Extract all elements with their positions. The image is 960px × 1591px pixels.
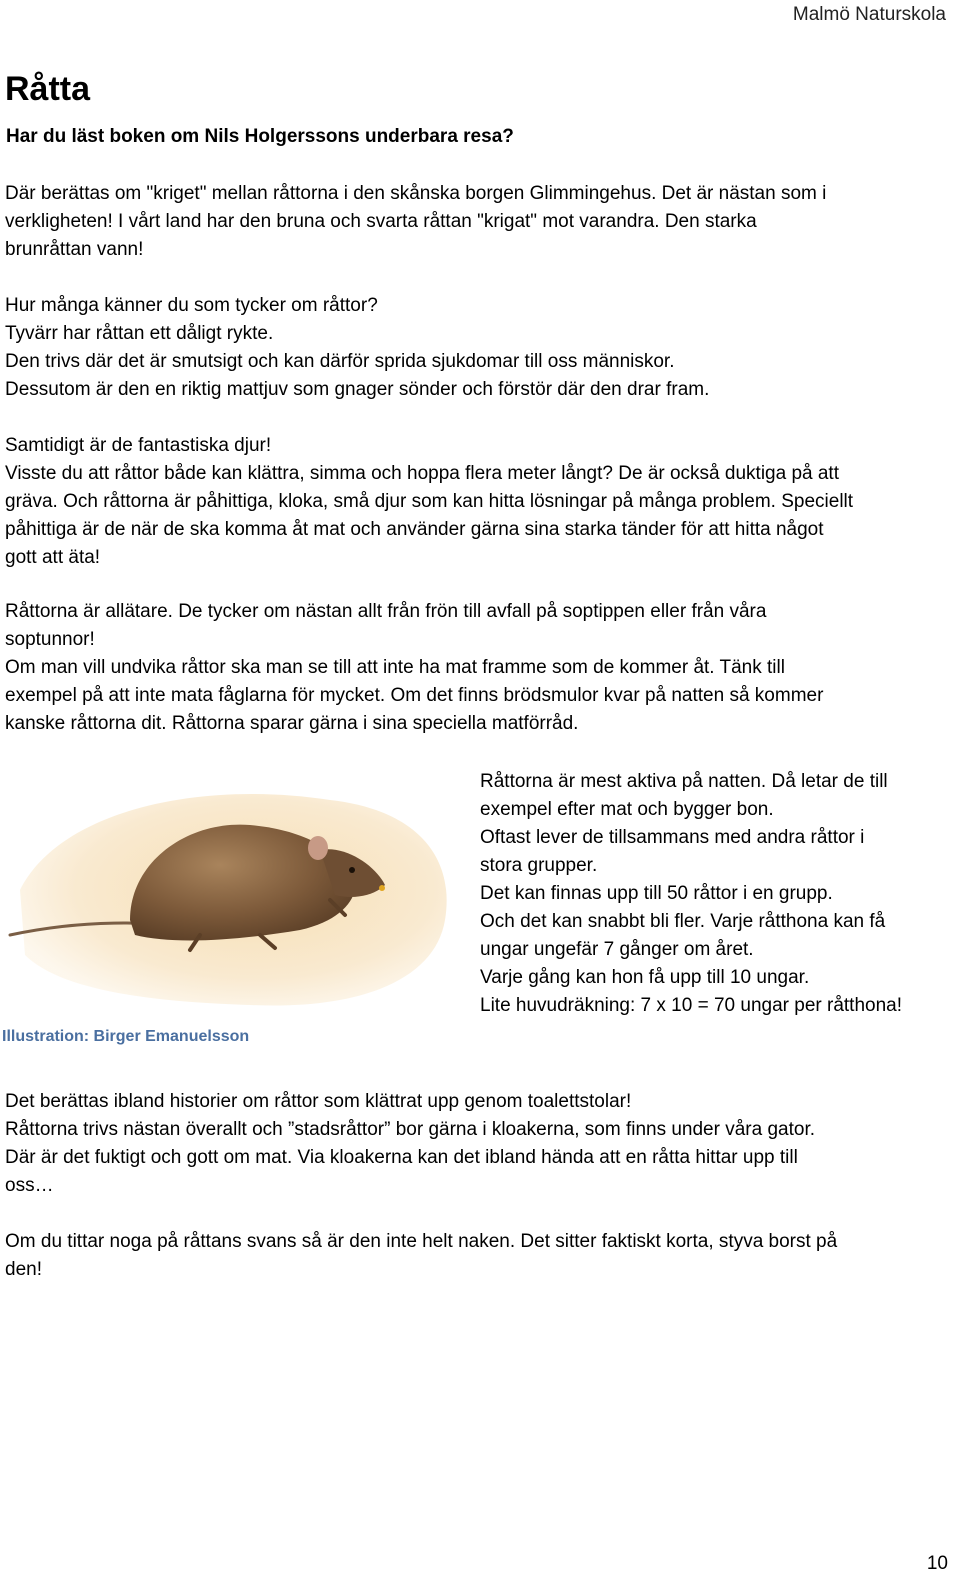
- header-organization: Malmö Naturskola: [792, 4, 946, 25]
- text-line: Varje gång kan hon få upp till 10 ungar.: [480, 967, 810, 988]
- text-line: påhittiga är de när de ska komma åt mat och använder gärna sina starka tänder för att hitta något: [5, 519, 824, 540]
- text-line: Den trivs där det är smutsigt och kan därför sprida sjukdomar till oss människor.: [5, 351, 675, 372]
- facts-paragraph: [5, 432, 950, 572]
- text-line: Och det kan snabbt bli fler. Varje råtthona kan få: [480, 911, 886, 932]
- text-line: Visste du att råttor både kan klättra, simma och hoppa flera meter långt? De är också duktiga på att: [5, 463, 839, 484]
- text-line: Om du tittar noga på råttans svans så är den inte helt naken. Det sitter faktiskt korta, styva borst på: [5, 1231, 838, 1252]
- text-line: exempel på att inte mata fåglarna för mycket. Om det finns brödsmulor kvar på natten så kommer: [5, 685, 824, 706]
- intro-paragraph: [5, 180, 950, 264]
- text-line: exempel efter mat och bygger bon.: [480, 799, 774, 820]
- text-line: Dessutom är den en riktig mattjuv som gnager sönder och förstör där den drar fram.: [5, 379, 710, 400]
- page-title: Råtta: [5, 70, 91, 108]
- text-line: gott att äta!: [5, 547, 101, 568]
- sewer-paragraph: [5, 1088, 950, 1200]
- text-line: Råttorna trivs nästan överallt och ”stadsråttor” bor gärna i kloakerna, som finns under våra gator.: [5, 1119, 816, 1140]
- text-line: Oftast lever de tillsammans med andra råttor i: [480, 827, 865, 848]
- text-line: den!: [5, 1259, 42, 1280]
- text-line: Samtidigt är de fantastiska djur!: [5, 435, 272, 456]
- text-line: Det berättas ibland historier om råttor som klättrat upp genom toalettstolar!: [5, 1091, 632, 1112]
- food-paragraph: [5, 598, 950, 738]
- text-line: Tyvärr har råttan ett dåligt rykte.: [5, 323, 274, 344]
- question-paragraph: [5, 292, 950, 404]
- text-line: Om man vill undvika råttor ska man se till att inte ha mat framme som de kommer åt. Tänk till: [5, 657, 785, 678]
- side-paragraph: [480, 768, 950, 1020]
- text-line: gräva. Och råttorna är påhittiga, kloka, små djur som kan hitta lösningar på många problem. Speciellt: [5, 491, 854, 512]
- text-line: Där berättas om "kriget" mellan råttorna i den skånska borgen Glimmingehus. Det är nästan som i: [5, 183, 827, 204]
- text-line: brunråttan vann!: [5, 239, 144, 260]
- page-number: 10: [926, 1553, 948, 1574]
- illustration-caption: Illustration: Birger Emanuelsson: [2, 1028, 250, 1045]
- text-line: stora grupper.: [480, 855, 598, 876]
- tail-paragraph: [5, 1228, 950, 1284]
- text-line: soptunnor!: [5, 629, 95, 650]
- text-line: verkligheten! I vårt land har den bruna och svarta råttan "krigat" mot varandra. Den starka: [5, 211, 757, 232]
- text-line: Det kan finnas upp till 50 råttor i en grupp.: [480, 883, 833, 904]
- text-line: Där är det fuktigt och gott om mat. Via kloakerna kan det ibland hända att en råtta hittar upp till: [5, 1147, 798, 1168]
- page-subtitle: Har du läst boken om Nils Holgerssons underbara resa?: [6, 126, 514, 147]
- text-line: ungar ungefär 7 gånger om året.: [480, 939, 754, 960]
- text-line: Råttorna är mest aktiva på natten. Då letar de till: [480, 771, 888, 792]
- text-line: oss…: [5, 1175, 54, 1196]
- text-line: kanske råttorna dit. Råttorna sparar gärna i sina speciella matförråd.: [5, 713, 579, 734]
- rat-illustration: [0, 770, 460, 1020]
- text-line: Hur många känner du som tycker om råttor?: [5, 295, 378, 316]
- text-line: Råttorna är allätare. De tycker om nästan allt från frön till avfall på soptippen eller från våra: [5, 601, 767, 622]
- text-line: Lite huvudräkning: 7 x 10 = 70 ungar per råtthona!: [480, 995, 902, 1016]
